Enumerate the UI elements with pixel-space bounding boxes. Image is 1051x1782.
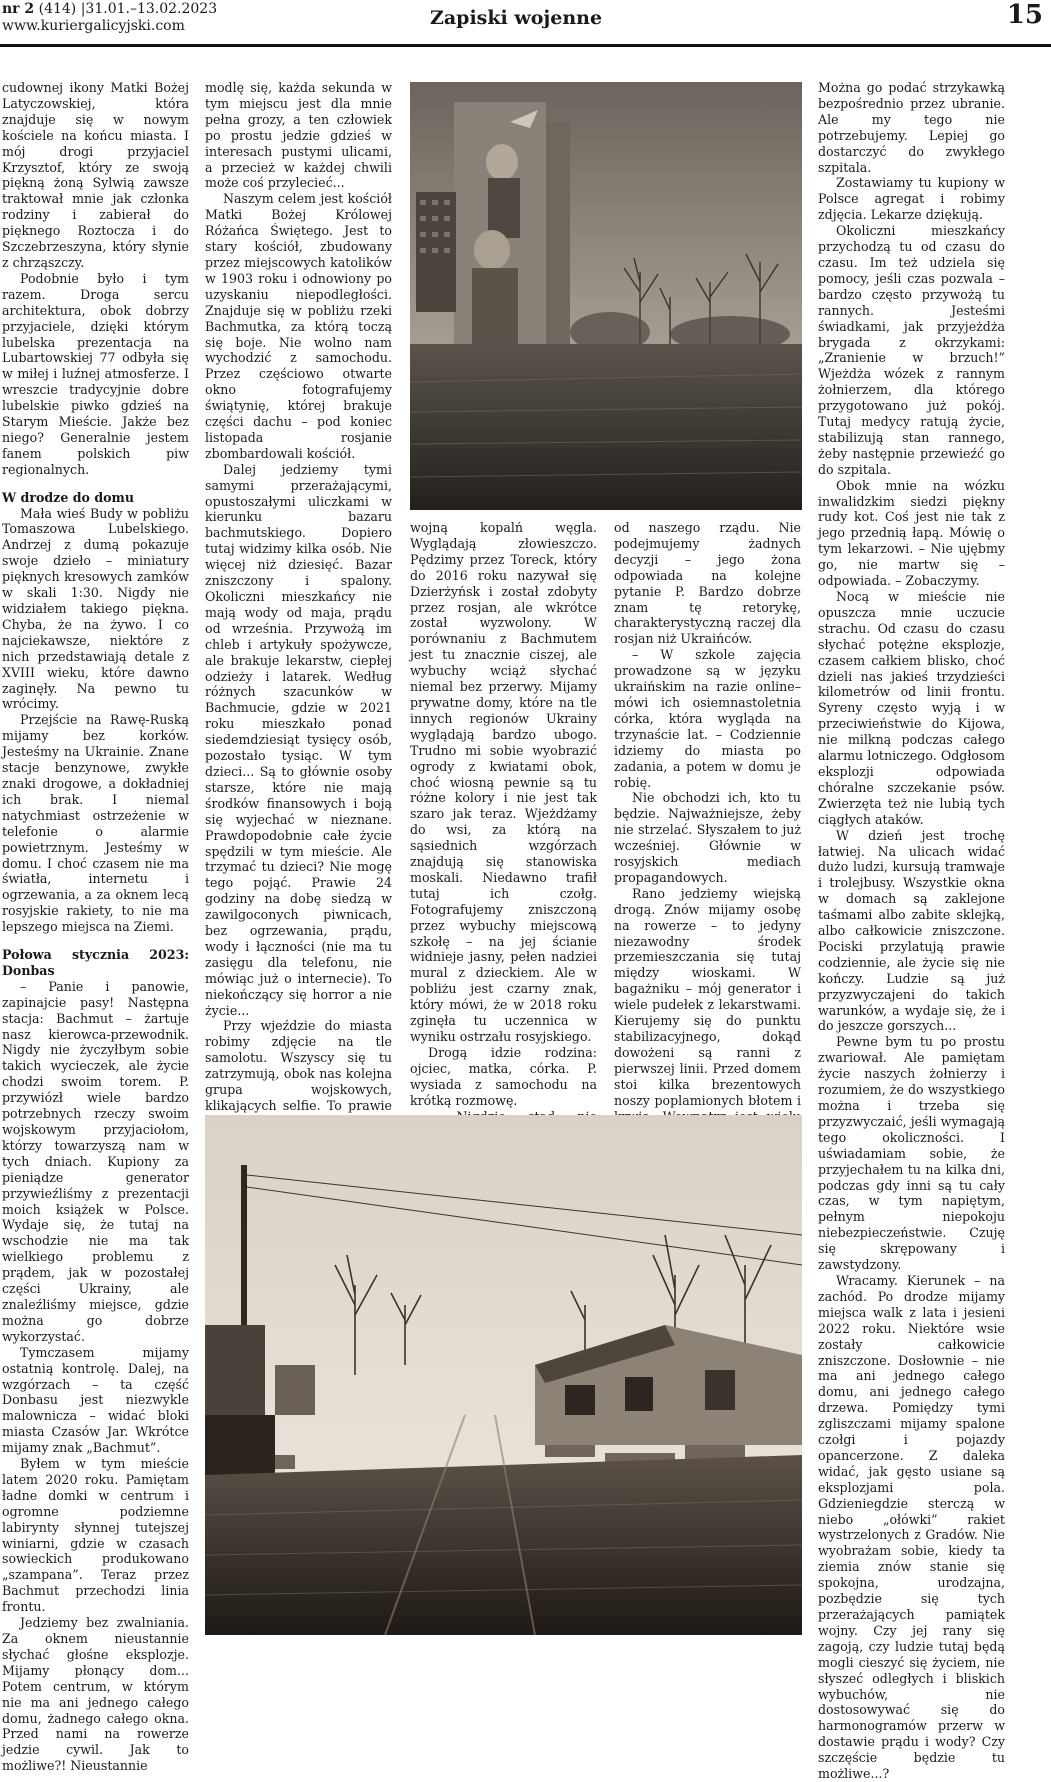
paragraph: Dalej jedziemy tymi samymi przerażającymi, opustoszałymi uliczkami w kierunku bazaru bachmutskiego. Dopiero tutaj widzimy kilka osób. Nie więcej niż dziesięć. Bazar zniszczony i spalony. Okoliczni mieszkańcy nie mają wody od maja, prądu od września. Przywożą im chleb i artykuły spożywcze, ale brakuje lekarstw, ciepłej odzieży i latarek. Według różnych szacunków w Bachmucie, gdzie w 2021 roku mieszkało ponad siedemdziesiąt tysięcy osób, pozostało tysiąc. W tym dzieci... Są to głównie osoby starsze, które nie mają środków finansowych i boją się wyjechać w nieznane. Prawdopodobnie całe życie spędzili w tym mieście. Ale trzymać tu dzieci? Nie mogę tego pojąć. Prawie 24 godziny na dobę siedzą w zawilgoconych piwnicach, bez ogrzewania, prądu, wody i łączności (nie ma tu zasięgu dla telefonu, nie mówiąc już o internecie). To niekończący się horror a nie życie... — [205, 461, 392, 1018]
column-4 — [614, 520, 801, 1108]
website-url[interactable]: www.kuriergalicyjski.com — [2, 18, 185, 34]
photo-mural-apartment-block — [410, 82, 802, 510]
paragraph: Obok mnie na wózku inwalidzkim siedzi piękny rudy kot. Coś jest nie tak z jego przednią łapą. Mówię o tym lekarzowi. – Nie ujębmy go, nie martw się – odpowiada. – Zobaczymy. — [818, 477, 1005, 589]
paragraph: Przy wjeździe do miasta robimy zdjęcie na tle samolotu. Wszyscy się tu zatrzymują, obok nas kolejna grupa wojskowych, klikających selfie. To prawie — [205, 1018, 392, 1113]
column-1 — [2, 80, 189, 1774]
paragraph: W dzień jest trochę łatwiej. Na ulicach widać dużo ludzi, kursują tramwaje i trolejbusy. Wszystkie okna w domach są zaklejone taśmami albo zabite sklejką, albo całkowicie zniszczone. Pociski przylatują prawie codziennie, ale życie się nie kończy. Ludzie są już przyzwyczajeni do takich warunków, a wydaje się, że i do jeszcze gorszych... — [818, 827, 1005, 1034]
paragraph: Jedziemy bez zwalniania. Za oknem nieustannie słychać głośne eksplozje. Mijamy płonący dom... Potem centrum, w którym nie ma ani jednego całego domu, żadnego całego okna. Przed nami na rowerze jedzie cywil. Jak to możliwe?! Nieustannie — [2, 1615, 189, 1774]
paragraph: – W szkole zajęcia prowadzone są w języku ukraińskim na razie online– mówi ich osiemnastoletnia córka, która wygląda na trzynaście lat. – Codziennie idziemy do miasta po zadania, a potem w domu je robię. — [614, 647, 801, 790]
paragraph: Tymczasem mijamy ostatnią kontrolę. Dalej, na wzgórzach – ta część Donbasu jest niezwykle malownicza – widać bloki miasta Czasów Jar. Wkrótce mijamy znak „Bachmut”. — [2, 1344, 189, 1456]
paragraph: Mała wieś Budy w pobliżu Tomaszowa Lubelskiego. Andrzej z dumą pokazuje swoje dzieło – miniatury pięknych kresowych zamków w skali 1:30. Nigdy nie widziałem takiego piękna. Chyba, że na żywo. I co najciekawsze, niektóre z nich przedstawiają detale z XVIII wieku, które dawno zaginęły. Na pewno tu wrócimy. — [2, 505, 189, 712]
subheading-home: W drodze do domu — [2, 489, 135, 505]
paragraph: wojną kopalń węgla. Wyglądają złowieszczo. Pędzimy przez Toreck, który do 2016 roku nazywał się Dzierżyńsk i został zdobyty przez rosjan, ale wkrótce został wyzwolony. W porównaniu z Bachmutem jest tu znacznie ciszej, ale wybuchy wciąż słychać niemal bez przerwy. Mijamy prywatne domy, które na tle innych regionów Ukrainy wyglądają bardzo ubogo. Trudno mi sobie wyobrazić ogrody z kwiatami obok, choć wiosną pewnie są tu różne kolory i nie jest tak szaro jak teraz. Wjeżdżamy do wsi, za którą na sąsiednich wzgórzach znajdują się stanowiska moskali. Niedawno trafił tutaj ich czołg. Fotografujemy zniszczoną przez wybuchy miejscową szkołę – na jej ścianie widnieje jasny, pełen nadziei mural z dzieckiem. Ale w pobliżu jest czarny znak, który mówi, że w 2018 roku zginęła tu uczennica w wyniku ostrzału rosyjskiego. — [410, 520, 597, 1044]
page-number: 15 — [1006, 0, 1043, 30]
paragraph: Okoliczni mieszkańcy przychodzą tu od czasu do czasu. Im też udziela się pomocy, jeśli czas pozwala – bardzo często przywożą tu rannych. Jesteśmi świadkami, jak przyjeżdża brygada z okrzykami: „Zranienie w brzuch!” Wjeżdża wózek z rannym żołnierzem, dla którego przygotowano już pokój. Tutaj medycy ratują życie, stabilizują stan rannego, żeby następnie przewieźć go do szpitala. — [818, 223, 1005, 477]
paragraph: – Panie i panowie, zapinajcie pasy! Następna stacja: Bachmut – żartuje nasz kierowca-przewodnik. Nigdy nie życzyłbym sobie takich wycieczek, ale życie chodzi swoim torem. P. przywiózł wiele bardzo potrzebnych rzeczy swoim wojskowym przyjaciołom, którzy towarzyszą nam w tych dniach. Kupiony za pieniądze generator przywieźliśmy z prezentacji moich książek w Polsce. Wydaje się, że tutaj na wschodzie nie ma tak wielkiego problemu z prądem, jak w pozostałej części Ukrainy, ale znaleźliśmy miejsce, gdzie można go dobrze wykorzystać. — [2, 978, 189, 1344]
issue-number: nr 2 — [2, 1, 35, 17]
paragraph: Naszym celem jest kościół Matki Bożej Królowej Różańca Świętego. Jest to stary kościół, zbudowany przez miejscowych katolików w 1903 roku i odnowiony po uzyskaniu niepodległości. Znajduje się w pobliżu rzeki Bachmutka, za którą toczą się boje. Nie wolno nam wychodzić z samochodu. Przez częściowo otwarte okno fotografujemy świątynię, której brakuje części dachu – pod koniec listopada rosjanie zbombardowali kościół. — [205, 191, 392, 461]
paragraph: Nie obchodzi ich, kto tu będzie. Najważniejsze, żeby nie strzelać. Słyszałem to już wcześniej. Głównie w rosyjskich mediach propagandowych. — [614, 790, 801, 885]
paragraph: Przejście na Rawę-Ruską mijamy bez korków. Jesteśmy na Ukrainie. Znane stacje benzynowe, zwykłe znaki drogowe, a dokładniej ich brak. I niemal natychmiast ostrzeżenie w telefonie o alarmie powietrznym. Jesteśmy w domu. I choć czasem nie ma światła, internetu i ogrzewania, a za oknem lecą rosyjskie rakiety, to nie ma lepszego miejsca na Ziemi. — [2, 712, 189, 935]
paragraph: Wracamy. Kierunek – na zachód. Po drodze mijamy miejsca walk z lata i jesieni 2022 roku. Niektóre wsie zostały całkowicie zniszczone. Dosłownie – nie ma ani jednego całego domu, ani jednego całego drzewa. Pomiędzy tymi zgliszczami mijamy spalone czołgi i pojazdy opancerzone. Z daleka widać, jak gęsto usiane są eksplozjami pola. Gdzieniegdzie sterczą w niebo „ołówki” rakiet wystrzelonych z Gradów. Nie wyobrażam sobie, kiedy ta ziemia znów stanie się spokojna, urodzajna, pozbędzie się tych przerażających pamiątek wojny. Czy jej rany się zagoją, czy ludzie tutaj będą mogli cieszyć się życiem, nie słyszeć odległych i bliskich wybuchów, nie dostosowywać się do harmonogramów przerw w dostawie prądu i wody? Czy szczęście będzie tu możliwe...? — [818, 1272, 1005, 1782]
subheading-donbas: Połowa stycznia 2023: Donbas — [2, 947, 189, 978]
photo-destroyed-village-street — [205, 1115, 802, 1635]
paragraph: Zostawiamy tu kupiony w Polsce agregat i robimy zdjęcia. Lekarze dziękują. — [818, 175, 1005, 223]
paragraph: Nocą w mieście nie opuszcza mnie uczucie strachu. Od czasu do czasu słychać potężne eksplozje, czasem całkiem blisko, choć dzieli nas jakieś trzydzieści kilometrów od linii frontu. Syreny często wyją i w przeciwieństwie do Kijowa, nie milkną podczas całego alarmu lotniczego. Odgłosom eksplozji odpowiada chóralne szczekanie psów. Zwierzęta też nie lubią tych ciągłych ataków. — [818, 589, 1005, 827]
paragraph: Podobnie było i tym razem. Droga sercu architektura, obok dobrzy przyjaciele, dzięki którym lubelska prezentacja na Lubartowskiej 77 odbyła się w miłej i luźnej atmosferze. I wreszcie tradycyjnie dobre lubelskie piwko gdzieś na Starym Mieście. Jakże bez niego? Generalnie jestem fanem polskich piw regionalnych. — [2, 270, 189, 477]
column-5 — [818, 80, 1005, 1782]
paragraph: Pewne bym tu po prostu zwariował. Ale pamiętam życie naszych żołnierzy i rozumiem, że do wszystkiego można i trzeba się przyzwyczaić, jeśli wymagają tego okoliczności. I uświadamiam sobie, że przyjechałem tu na kilka dni, podczas gdy inni są tu cały czas, w tym napiętym, pełnym niepokoju niebezpieczeństwie. Czuję się skrępowany i zawstydzony. — [818, 1034, 1005, 1273]
paragraph: Rano jedziemy wiejską drogą. Znów mijamy osobę na rowerze – to jedyny niezawodny środek przemieszczania się tutaj między wioskami. W bagażniku – mój generator i wiele pudełek z lekarstwami. Kierujemy się do punktu stabilizacyjnego, dokąd dowożeni są ranni z pierwszej linii. Przed domem stoi kilka brezentowych noszy poplamionych błotem i — [614, 885, 801, 1108]
section-title: Zapiski wojenne — [430, 7, 603, 29]
paragraph: Byłem w tym mieście latem 2020 roku. Pamiętam ładne domki w centrum i ogromne podziemne labirynty słynnej tutejszej winiarni, gdzie w czasach sowieckich produkowano „szampana”. Teraz przez Bachmut przechodzi linia frontu. — [2, 1456, 189, 1615]
paragraph: Drogą idzie rodzina: ojciec, matka, córka. P. wysiada z samochodu na krótką rozmowę. — [410, 1044, 597, 1108]
column-2 — [205, 80, 392, 1113]
column-3 — [410, 520, 597, 1108]
issue-info — [2, 0, 217, 18]
paragraph: cudownej ikony Matki Bożej Latyczowskiej, która znajduje się w nowym kościele na końcu miasta. I mój drogi przyjaciel Krzysztof, który ze swoją piękną żoną Sylwią zawsze traktował mnie jak członka rodziny i zabierał do pięknego Roztocza i do Szczebrzeszyna, który słynie z chrząszczy. — [2, 80, 189, 270]
page-header — [0, 0, 1051, 44]
paragraph: modlę się, każda sekunda w tym miejscu jest dla mnie pełna grozy, a ten człowiek po prostu jedzie gdzieś w interesach pustymi ulicami, a przecież w każdej chwili może coś przylecieć... — [205, 80, 392, 191]
issue-dates: (414) |31.01.–13.02.2023 — [34, 1, 218, 17]
paragraph: Można go podać strzykawką bezpośrednio przez ubranie. Ale my tego nie potrzebujemy. Lepiej go dostarczyć do zwykłego szpitala. — [818, 80, 1005, 175]
header-rule — [0, 44, 1051, 47]
paragraph: od naszego rządu. Nie podejmujemy żadnych decyzji – jego żona odpowiada na kolejne pytanie P. Bardzo dobrze znam tę retorykę, charakterystyczną raczej dla rosjan niż Ukraińców. — [614, 520, 801, 647]
